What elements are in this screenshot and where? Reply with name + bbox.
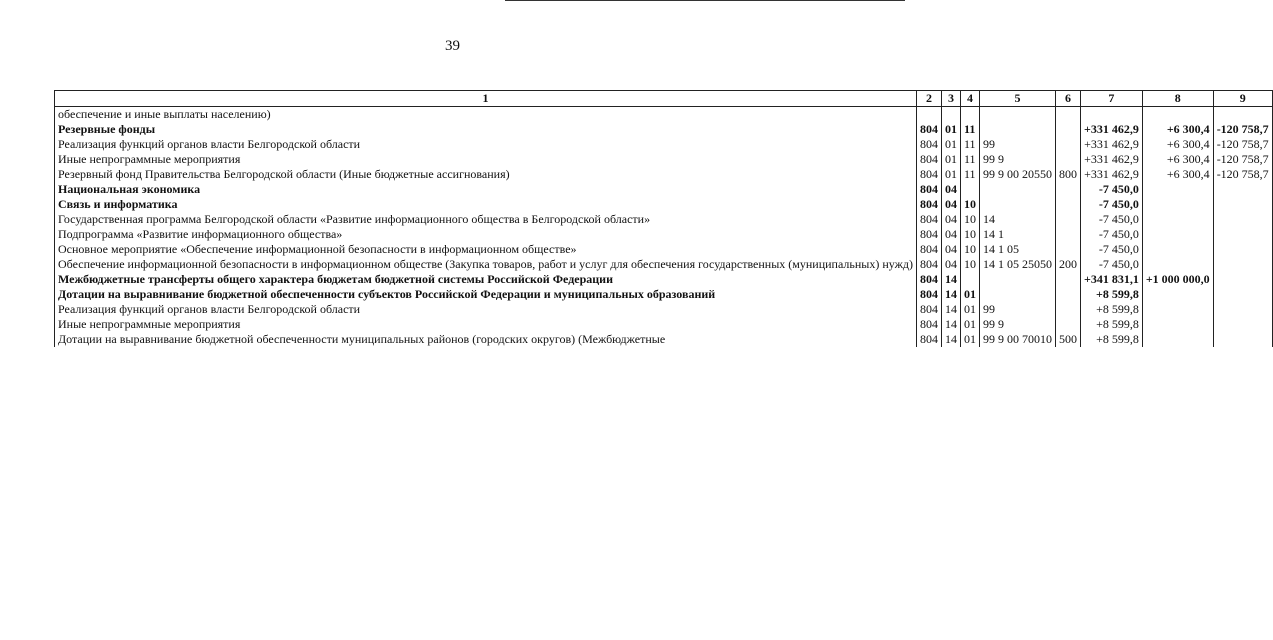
row-value-cell [1081,107,1143,123]
table-row [55,137,1273,152]
row-value-cell: 10 [961,197,980,212]
row-value-cell: 804 [917,227,942,242]
row-name-cell: Государственная программа Белгородской области «Развитие информационного общества в Белгородской области» [55,212,917,227]
budget-table [54,90,1273,347]
row-value-cell [1056,272,1081,287]
row-value-cell: 200 [1056,257,1081,272]
table-row [55,227,1273,242]
row-value-cell [1213,287,1272,302]
row-value-cell: 01 [942,122,961,137]
row-value-cell: -7 450,0 [1081,197,1143,212]
table-row [55,197,1273,212]
col-header: 8 [1142,91,1213,107]
row-value-cell: 01 [961,332,980,347]
col-header: 7 [1081,91,1143,107]
row-value-cell [980,107,1056,123]
col-header: 4 [961,91,980,107]
row-value-cell: +331 462,9 [1081,137,1143,152]
row-value-cell [1213,197,1272,212]
row-value-cell: +1 000 000,0 [1142,272,1213,287]
row-value-cell: 804 [917,167,942,182]
row-value-cell [980,122,1056,137]
row-value-cell: 804 [917,302,942,317]
table-row [55,242,1273,257]
row-value-cell: 14 [942,317,961,332]
row-value-cell: +6 300,4 [1142,122,1213,137]
row-value-cell [1213,242,1272,257]
row-value-cell: +6 300,4 [1142,152,1213,167]
row-value-cell [1056,302,1081,317]
row-value-cell [961,272,980,287]
row-value-cell: 11 [961,152,980,167]
row-value-cell: -120 758,7 [1213,152,1272,167]
row-value-cell [1056,212,1081,227]
table-row [55,272,1273,287]
row-value-cell [1056,122,1081,137]
row-name-cell: Межбюджетные трансферты общего характера бюджетам бюджетной системы Российской Федерации [55,272,917,287]
col-header: 5 [980,91,1056,107]
row-value-cell: 99 9 [980,317,1056,332]
row-value-cell [1142,257,1213,272]
row-value-cell: 804 [917,287,942,302]
row-value-cell [980,197,1056,212]
row-value-cell: +8 599,8 [1081,317,1143,332]
row-value-cell [1142,212,1213,227]
table-row [55,152,1273,167]
row-value-cell: 804 [917,212,942,227]
row-value-cell [917,107,942,123]
col-header: 3 [942,91,961,107]
row-value-cell: 804 [917,242,942,257]
row-value-cell: +331 462,9 [1081,152,1143,167]
row-value-cell [1213,257,1272,272]
row-value-cell: 01 [942,167,961,182]
row-value-cell: 01 [942,137,961,152]
row-value-cell: 04 [942,257,961,272]
row-value-cell: 804 [917,152,942,167]
row-name-cell: Резервные фонды [55,122,917,137]
row-value-cell: +8 599,8 [1081,302,1143,317]
row-name-cell: Реализация функций органов власти Белгородской области [55,302,917,317]
row-name-cell: Дотации на выравнивание бюджетной обеспеченности субъектов Российской Федерации и муниципальных образований [55,287,917,302]
row-value-cell: 804 [917,272,942,287]
row-value-cell: -120 758,7 [1213,122,1272,137]
row-value-cell [1213,332,1272,347]
row-value-cell: 14 1 05 [980,242,1056,257]
row-value-cell [1142,242,1213,257]
row-name-cell: Обеспечение информационной безопасности в информационном обществе (Закупка товаров, работ и услуг для обеспечения государственных (муниципальных) нужд) [55,257,917,272]
row-value-cell [1213,212,1272,227]
row-value-cell: +6 300,4 [1142,167,1213,182]
row-value-cell: -120 758,7 [1213,167,1272,182]
row-value-cell [1142,197,1213,212]
row-value-cell: 14 [942,302,961,317]
row-value-cell: +331 462,9 [1081,167,1143,182]
row-value-cell [1142,182,1213,197]
row-value-cell [1142,107,1213,123]
row-name-cell: Подпрограмма «Развитие информационного общества» [55,227,917,242]
table-row [55,122,1273,137]
table-row [55,317,1273,332]
row-value-cell: 01 [961,302,980,317]
row-value-cell [961,182,980,197]
col-header: 6 [1056,91,1081,107]
row-value-cell [1142,302,1213,317]
row-value-cell: 14 [942,332,961,347]
table-body [55,107,1273,348]
row-value-cell: 04 [942,197,961,212]
row-value-cell: 04 [942,182,961,197]
row-value-cell: 804 [917,182,942,197]
row-name-cell: обеспечение и иные выплаты населению) [55,107,917,123]
table-row [55,257,1273,272]
row-name-cell: Основное мероприятие «Обеспечение информационной безопасности в информационном обществе» [55,242,917,257]
row-value-cell [1213,227,1272,242]
row-value-cell [1213,107,1272,123]
row-value-cell: 14 1 [980,227,1056,242]
row-value-cell [961,107,980,123]
row-value-cell: 800 [1056,167,1081,182]
top-rule [505,0,905,1]
row-value-cell [980,272,1056,287]
page-number: 39 [445,38,460,54]
row-value-cell: 99 9 00 20550 [980,167,1056,182]
col-header: 1 [55,91,917,107]
table-header-row [55,91,1273,107]
row-value-cell: 14 [942,272,961,287]
row-value-cell [1056,107,1081,123]
row-value-cell [1056,182,1081,197]
row-value-cell: 10 [961,257,980,272]
row-value-cell: -7 450,0 [1081,227,1143,242]
row-value-cell [1213,182,1272,197]
row-value-cell: -7 450,0 [1081,212,1143,227]
row-value-cell: 14 [980,212,1056,227]
row-value-cell: 10 [961,212,980,227]
row-value-cell [1056,197,1081,212]
row-value-cell [980,182,1056,197]
row-value-cell [1142,227,1213,242]
table-row [55,182,1273,197]
row-value-cell: 04 [942,212,961,227]
row-value-cell: 01 [942,152,961,167]
row-value-cell [1056,152,1081,167]
row-value-cell: 04 [942,227,961,242]
row-value-cell: 14 [942,287,961,302]
row-name-cell: Иные непрограммные мероприятия [55,152,917,167]
table-row [55,167,1273,182]
row-value-cell [1142,287,1213,302]
table-row [55,107,1273,123]
row-value-cell: -120 758,7 [1213,137,1272,152]
row-value-cell: 99 [980,302,1056,317]
row-value-cell [1056,242,1081,257]
row-value-cell: 14 1 05 25050 [980,257,1056,272]
table-row [55,212,1273,227]
col-header: 2 [917,91,942,107]
row-value-cell: 500 [1056,332,1081,347]
row-value-cell: +341 831,1 [1081,272,1143,287]
row-name-cell: Резервный фонд Правительства Белгородской области (Иные бюджетные ассигнования) [55,167,917,182]
row-value-cell: +8 599,8 [1081,287,1143,302]
row-value-cell: 99 [980,137,1056,152]
row-value-cell: 804 [917,317,942,332]
row-name-cell: Иные непрограммные мероприятия [55,317,917,332]
row-value-cell: +6 300,4 [1142,137,1213,152]
row-value-cell: 11 [961,137,980,152]
row-value-cell: +8 599,8 [1081,332,1143,347]
row-value-cell: 99 9 00 70010 [980,332,1056,347]
row-value-cell: 804 [917,257,942,272]
row-value-cell [1213,272,1272,287]
row-name-cell: Национальная экономика [55,182,917,197]
row-value-cell: -7 450,0 [1081,182,1143,197]
row-value-cell: 804 [917,122,942,137]
row-name-cell: Реализация функций органов власти Белгородской области [55,137,917,152]
row-value-cell: 99 9 [980,152,1056,167]
row-value-cell: -7 450,0 [1081,242,1143,257]
row-value-cell: 804 [917,332,942,347]
table-row [55,332,1273,347]
row-value-cell [1056,317,1081,332]
row-value-cell: 11 [961,167,980,182]
row-value-cell [1142,332,1213,347]
row-value-cell: -7 450,0 [1081,257,1143,272]
table-row [55,302,1273,317]
row-value-cell: +331 462,9 [1081,122,1143,137]
row-value-cell [1056,287,1081,302]
row-value-cell: 04 [942,242,961,257]
row-name-cell: Дотации на выравнивание бюджетной обеспеченности муниципальных районов (городских округов) (Межбюджетные [55,332,917,347]
row-value-cell: 11 [961,122,980,137]
col-header: 9 [1213,91,1272,107]
row-value-cell: 10 [961,242,980,257]
row-value-cell [942,107,961,123]
row-value-cell: 10 [961,227,980,242]
row-value-cell [1213,317,1272,332]
row-value-cell: 01 [961,287,980,302]
row-value-cell: 01 [961,317,980,332]
table-row [55,287,1273,302]
row-value-cell [980,287,1056,302]
row-value-cell: 804 [917,197,942,212]
row-value-cell [1056,137,1081,152]
row-value-cell: 804 [917,137,942,152]
row-value-cell [1142,317,1213,332]
row-value-cell [1056,227,1081,242]
row-name-cell: Связь и информатика [55,197,917,212]
row-value-cell [1213,302,1272,317]
